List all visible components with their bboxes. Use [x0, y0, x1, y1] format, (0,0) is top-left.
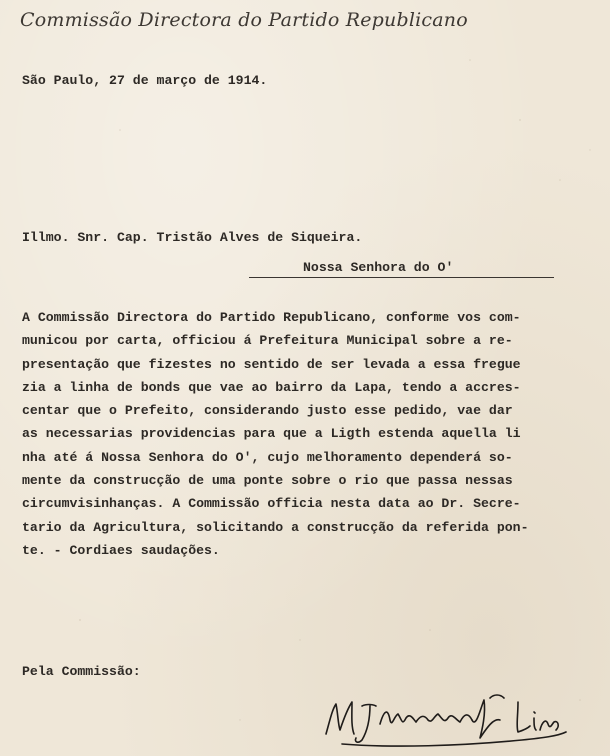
closing-line: Pela Commissão: — [22, 664, 141, 679]
body-line: circumvisinhanças. A Commissão officia nesta data ao Dr. Secre- — [22, 496, 521, 512]
body-line: as necessarias providencias para que a Ligth estenda aquella li — [22, 426, 521, 442]
body-line: nha até á Nossa Senhora do O', cujo melhoramento dependerá so- — [22, 449, 513, 465]
underline-rule — [249, 277, 554, 278]
body-line: te. - Cordiaes saudações. — [22, 542, 220, 558]
body-line: centar que o Prefeito, considerando justo esse pedido, vae dar — [22, 403, 513, 419]
handwritten-signature — [322, 690, 570, 750]
body-line: presentação que fizestes no sentido de ser levada a essa fregue — [22, 356, 521, 372]
date-line: São Paulo, 27 de março de 1914. — [22, 73, 268, 88]
addressee-name: Illmo. Snr. Cap. Tristão Alves de Siqueira. — [22, 230, 363, 245]
body-line: municou por carta, officiou á Prefeitura Municipal sobre a re- — [22, 333, 513, 349]
letterhead-title: Commissão Directora do Partido Republicano — [20, 9, 468, 31]
body-line: A Commissão Directora do Partido Republicano, conforme vos com- — [22, 310, 521, 325]
body-line: tario da Agricultura, solicitando a construcção da referida pon- — [22, 519, 529, 535]
body-line: zia a linha de bonds que vae ao bairro da Lapa, tendo a accres- — [22, 379, 521, 395]
addressee-place: Nossa Senhora do O' — [303, 260, 454, 275]
body-line: mente da construcção de uma ponte sobre o rio que passa nessas — [22, 473, 513, 489]
letter-body — [22, 306, 528, 562]
